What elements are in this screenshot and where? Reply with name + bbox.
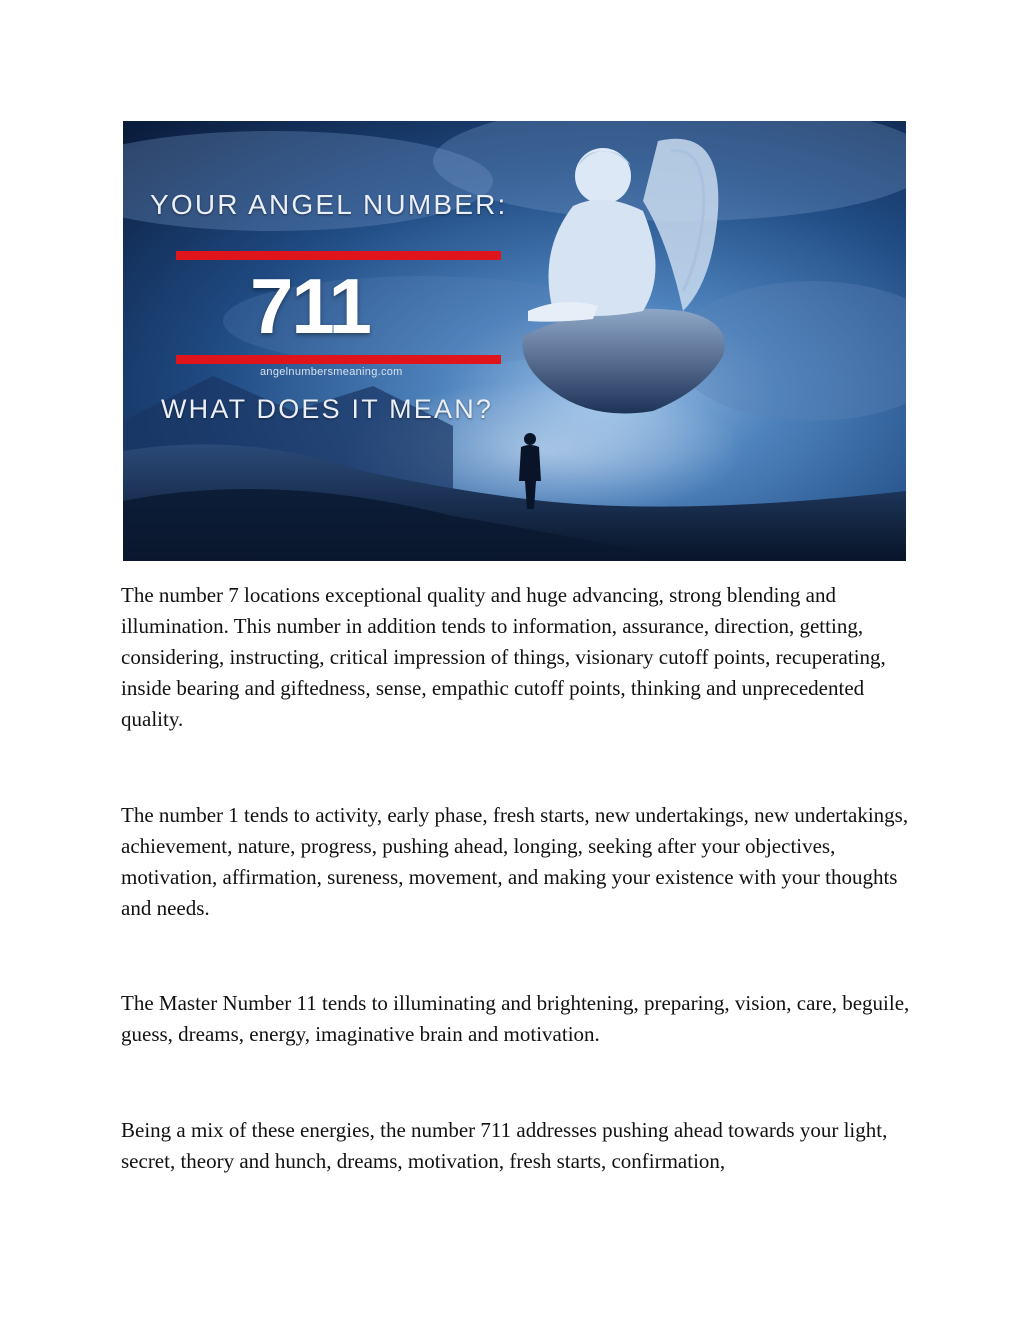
meaning-question: WHAT DOES IT MEAN? xyxy=(161,394,494,424)
angel-number: 711 xyxy=(250,262,370,350)
angel-number-heading: YOUR ANGEL NUMBER: xyxy=(150,189,508,220)
paragraph-number-711: Being a mix of these energies, the number 711 addresses pushing ahead towards your light, secret, theory and hunch, dreams, motivation, fresh starts, confirmation, xyxy=(121,1118,888,1173)
website-watermark: angelnumbersmeaning.com xyxy=(260,366,403,378)
paragraph-number-7: The number 7 locations exceptional quality and huge advancing, strong blending and illumination. This number in addition tends to information, assurance, direction, getting, considering, instructing, critical impression of things, visionary cutoff points, recuperating, inside bearing and giftedness, sense, empathic cutoff points, thinking and unprecedented quality. xyxy=(121,583,886,731)
red-divider-bottom xyxy=(176,355,501,364)
red-divider-top xyxy=(176,251,501,260)
paragraph-number-1: The number 1 tends to activity, early phase, fresh starts, new undertakings, new undertakings, achievement, nature, progress, pushing ahead, longing, seeking after your objectives, motivation, affirmation, sureness, movement, and making your existence with your thoughts and needs. xyxy=(121,803,909,920)
hero-illustration xyxy=(123,121,906,561)
hero-image xyxy=(123,121,906,561)
paragraph-master-number-11: The Master Number 11 tends to illuminating and brightening, preparing, vision, care, beguile, guess, dreams, energy, imaginative brain and motivation. xyxy=(121,991,910,1046)
